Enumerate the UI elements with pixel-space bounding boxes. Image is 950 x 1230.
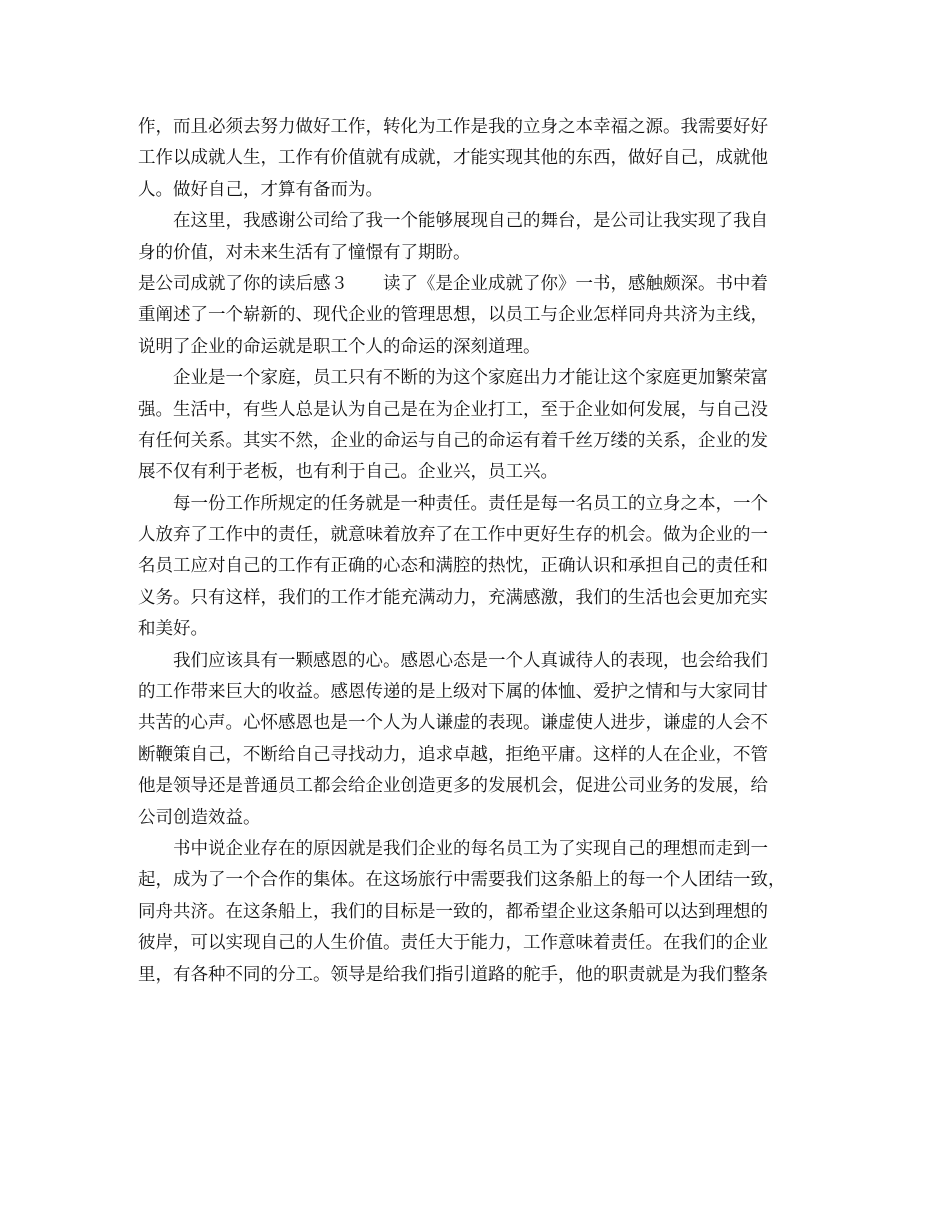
text-line: 的工作带来巨大的收益。感恩传递的是上级对下属的体恤、爱护之情和与大家同甘	[138, 682, 768, 703]
text-line: 他是领导还是普通员工都会给企业创造更多的发展机会，促进公司业务的发展，给	[138, 776, 768, 797]
text-line: 人。做好自己，才算有备而为。	[138, 179, 383, 200]
text-line: 作，而且必须去努力做好工作，转化为工作是我的立身之本幸福之源。我需要好好	[138, 117, 768, 137]
text-line: 和美好。	[138, 619, 208, 640]
text-line: 工作以成就人生，工作有价值就有成就，才能实现其他的东西，做好自己，成就他	[138, 148, 768, 169]
text-line: 展不仅有利于老板，也有利于自己。企业兴，员工兴。	[138, 462, 558, 483]
text-line: 公司创造效益。	[138, 807, 261, 828]
text-line: 共苦的心声。心怀感恩也是一个人为人谦虚的表现。谦虚使人进步，谦虚的人会不	[138, 713, 768, 734]
text-line: 断鞭策自己，不断给自己寻找动力，追求卓越，拒绝平庸。这样的人在企业，不管	[138, 744, 768, 765]
text-line: 重阐述了一个崭新的、现代企业的管理思想，以员工与企业怎样同舟共济为主线，	[138, 305, 768, 326]
document-body	[138, 112, 826, 991]
text-line: 名员工应对自己的工作有正确的心态和满腔的热忱，正确认识和承担自己的责任和	[138, 556, 768, 577]
text-line: 义务。只有这样，我们的工作才能充满动力，充满感激，我们的生活也会更加充实	[138, 587, 768, 608]
text-line: 企业是一个家庭，员工只有不断的为这个家庭出力才能让这个家庭更加繁荣富	[138, 368, 768, 389]
text-line: 同舟共济。在这条船上，我们的目标是一致的，都希望企业这条船可以达到理想的	[138, 901, 768, 922]
text-line: 起，成为了一个合作的集体。在这场旅行中需要我们这条船上的每一个人团结一致，	[138, 870, 786, 891]
text-line: 是公司成就了你的读后感３ 读了《是企业成就了你》一书，感触颇深。书中着	[138, 273, 768, 294]
text-line: 彼岸，可以实现自己的人生价值。责任大于能力，工作意味着责任。在我们的企业	[138, 933, 768, 954]
text-line: 每一份工作所规定的任务就是一种责任。责任是每一名员工的立身之本，一个	[138, 493, 768, 514]
text-line: 强。生活中，有些人总是认为自己是在为企业打工，至于企业如何发展，与自己没	[138, 399, 768, 420]
text-line: 在这里，我感谢公司给了我一个能够展现自己的舞台，是公司让我实现了我自	[138, 211, 768, 232]
text-line: 里，有各种不同的分工。领导是给我们指引道路的舵手，他的职责就是为我们整条	[138, 964, 768, 985]
text-line: 书中说企业存在的原因就是我们企业的每名员工为了实现自己的理想而走到一	[138, 838, 768, 859]
text-line: 说明了企业的命运就是职工个人的命运的深刻道理。	[138, 336, 541, 357]
text-line: 人放弃了工作中的责任，就意味着放弃了在工作中更好生存的机会。做为企业的一	[138, 525, 768, 546]
text-line: 有任何关系。其实不然，企业的命运与自己的命运有着千丝万缕的关系，企业的发	[138, 430, 768, 451]
text-line: 身的价值，对未来生活有了憧憬有了期盼。	[138, 242, 471, 263]
text-line: 我们应该具有一颗感恩的心。感恩心态是一个人真诚待人的表现，也会给我们	[138, 650, 768, 671]
